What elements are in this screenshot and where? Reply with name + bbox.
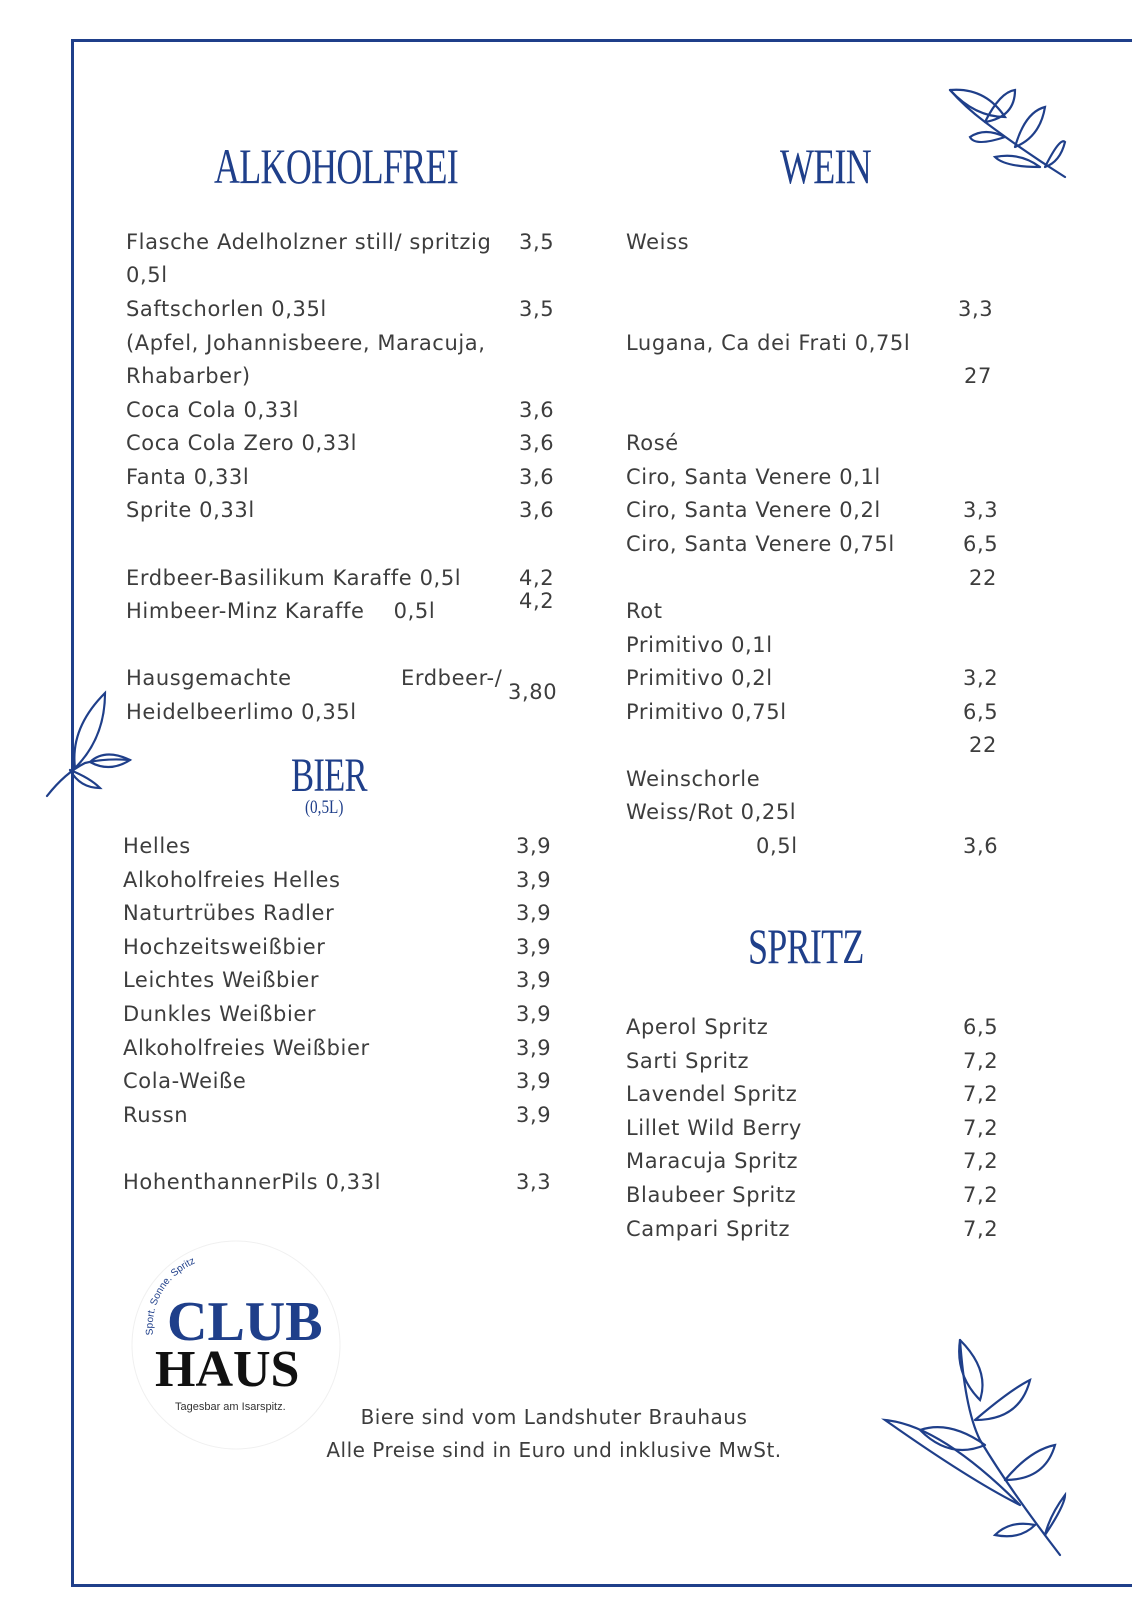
price-lugana: 27 — [964, 364, 992, 388]
logo-club: CLUB — [167, 1291, 323, 1353]
spritz-item-price: 7,2 — [963, 1216, 999, 1241]
wine-schorle-large: 0,5l — [756, 834, 798, 858]
price-cola: 3,6 — [519, 398, 555, 422]
bier-item-price: 3,9 — [516, 1069, 552, 1094]
item-sprite: Sprite 0,33l — [126, 498, 255, 522]
bier-item-price: 3,9 — [516, 834, 552, 858]
spritz-item-price: 7,2 — [963, 1048, 999, 1073]
wine-rose: Rosé — [626, 431, 679, 455]
footer-note-brauhaus: Biere sind vom Landshuter Brauhaus — [360, 1405, 748, 1429]
footer-note-prices: Alle Preise sind in Euro und inklusive MwSt. — [326, 1438, 782, 1462]
wine-ciro-2: Ciro, Santa Venere 0,2l — [626, 498, 881, 522]
item-limo-flavor: Erdbeer-/ — [401, 666, 503, 690]
bier-item-name: Naturtrübes Radler — [123, 901, 335, 926]
heading-bier: BIER — [291, 749, 367, 802]
logo-subtitle: Tagesbar am Isarspitz. — [175, 1401, 286, 1413]
price-pils: 3,3 — [516, 1170, 552, 1194]
price-cola-zero: 3,6 — [519, 431, 555, 455]
bier-item-price: 3,9 — [516, 867, 552, 892]
bier-item-name: Helles — [123, 834, 191, 858]
bier-item-price: 3,9 — [516, 1102, 552, 1127]
logo-tagline: Sport. Sonne. Spritz — [144, 1255, 197, 1336]
wine-schorle-size: Weiss/Rot 0,25l — [626, 800, 797, 824]
bier-item-name: Hochzeitsweißbier — [123, 934, 326, 959]
bier-item-price: 3,9 — [516, 934, 552, 959]
spritz-item-name: Lavendel Spritz — [626, 1082, 798, 1107]
item-saftschorlen-detail-2: Rhabarber) — [126, 364, 251, 388]
wine-schorle: Weinschorle — [626, 767, 761, 791]
wine-primitivo-2: Primitivo 0,2l — [626, 666, 773, 690]
logo-haus: HAUS — [155, 1341, 300, 1398]
item-limo-2: Heidelbeerlimo 0,35l — [126, 700, 357, 724]
heading-alkoholfrei: ALKOHOLFREI — [214, 138, 459, 194]
price-schorle: 3,6 — [963, 834, 999, 858]
price-sprite: 3,6 — [519, 498, 555, 522]
heading-bier-subtitle: (0,5L) — [305, 797, 344, 818]
spritz-item-price: 6,5 — [963, 1015, 999, 1039]
spritz-item-name: Sarti Spritz — [626, 1048, 750, 1073]
wine-ciro-1: Ciro, Santa Venere 0,1l — [626, 465, 881, 489]
price-limo: 3,80 — [508, 680, 558, 704]
spritz-item-price: 7,2 — [963, 1183, 999, 1207]
price-primitivo-2: 3,2 — [963, 666, 999, 690]
wine-primitivo-3: Primitivo 0,75l — [626, 700, 787, 724]
heading-wein: WEIN — [780, 138, 872, 194]
item-adelholzner: Flasche Adelholzner still/ spritzig — [126, 230, 492, 254]
item-saftschorlen: Saftschorlen 0,35l — [126, 297, 327, 321]
bier-item-price: 3,9 — [516, 1002, 552, 1026]
leaf-branch-icon-top-right — [945, 82, 1070, 182]
price-primitivo-bottle: 22 — [969, 733, 997, 757]
item-pils: HohenthannerPils 0,33l — [123, 1170, 382, 1194]
wine-ciro-3: Ciro, Santa Venere 0,75l — [626, 532, 895, 556]
wine-weiss: Weiss — [626, 230, 690, 254]
spritz-item-price: 7,2 — [963, 1115, 999, 1140]
price-adelholzner: 3,5 — [519, 230, 555, 254]
item-himbeer-karaffe: Himbeer-Minz Karaffe 0,5l — [126, 599, 436, 623]
price-saftschorlen: 3,5 — [519, 297, 555, 321]
spritz-item-price: 7,2 — [963, 1082, 999, 1107]
bier-item-name: Leichtes Weißbier — [123, 968, 320, 993]
heading-spritz: SPRITZ — [748, 918, 864, 974]
spritz-item-name: Campari Spritz — [626, 1216, 791, 1241]
bier-item-name: Cola-Weiße — [123, 1069, 247, 1094]
spritz-item-name: Lillet Wild Berry — [626, 1115, 802, 1140]
item-saftschorlen-detail: (Apfel, Johannisbeere, Maracuja, — [126, 331, 486, 355]
item-adelholzner-size: 0,5l — [126, 263, 168, 287]
bier-item-price: 3,9 — [516, 901, 552, 926]
spritz-item-name: Aperol Spritz — [626, 1015, 769, 1039]
price-ciro-2: 3,3 — [963, 498, 999, 522]
item-fanta: Fanta 0,33l — [126, 465, 250, 489]
wine-primitivo-1: Primitivo 0,1l — [626, 633, 773, 657]
item-limo: Hausgemachte — [126, 666, 292, 690]
spritz-item-price: 7,2 — [963, 1149, 999, 1174]
price-himbeer-karaffe: 4,2 — [519, 589, 555, 613]
wine-lugana: Lugana, Ca dei Frati 0,75l — [626, 331, 911, 355]
price-weiss: 3,3 — [958, 297, 994, 321]
item-cola: Coca Cola 0,33l — [126, 398, 300, 422]
leaf-branch-icon-left — [45, 688, 135, 798]
item-erdbeer-karaffe: Erdbeer-Basilikum Karaffe 0,5l — [126, 566, 462, 590]
price-erdbeer-karaffe: 4,2 — [519, 566, 555, 590]
wine-rot: Rot — [626, 599, 663, 623]
bier-item-price: 3,9 — [516, 968, 552, 993]
spritz-item-name: Blaubeer Spritz — [626, 1183, 797, 1207]
bier-item-name: Alkoholfreies Weißbier — [123, 1035, 370, 1060]
bier-item-name: Russn — [123, 1102, 189, 1127]
spritz-item-name: Maracuja Spritz — [626, 1149, 799, 1174]
price-ciro-bottle: 22 — [969, 566, 997, 590]
bier-item-price: 3,9 — [516, 1035, 552, 1060]
price-primitivo-3: 6,5 — [963, 700, 999, 724]
bier-item-name: Alkoholfreies Helles — [123, 867, 341, 892]
price-ciro-3: 6,5 — [963, 532, 999, 556]
item-cola-zero: Coca Cola Zero 0,33l — [126, 431, 358, 455]
bier-item-name: Dunkles Weißbier — [123, 1002, 317, 1026]
price-fanta: 3,6 — [519, 465, 555, 489]
